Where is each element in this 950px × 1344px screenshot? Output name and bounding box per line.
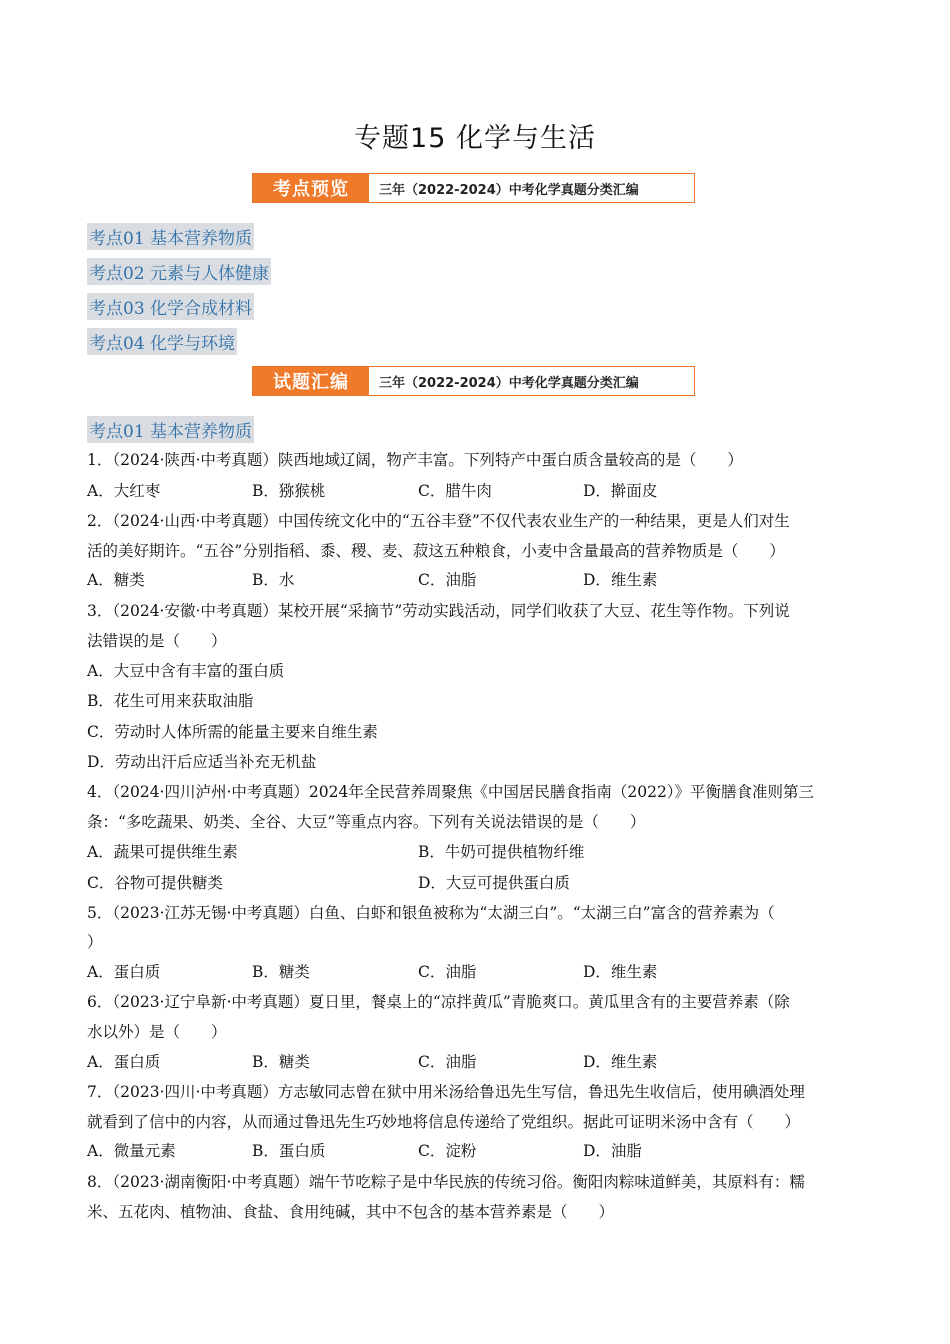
option-c: C．谷物可提供糖类 <box>87 874 223 892</box>
option-c: C．腊牛肉 <box>418 482 492 500</box>
question-3-stem-cont: 法错误的是（ ） <box>87 632 227 650</box>
option-b: B．水 <box>252 571 295 589</box>
question-6-stem: 6．（2023·辽宁阜新·中考真题）夏日里，餐桌上的“凉拌黄瓜”青脆爽口。黄瓜里含有的主要营养素（除 <box>87 993 790 1011</box>
option-d: D．维生素 <box>583 571 658 589</box>
option-c: C．油脂 <box>418 963 477 981</box>
option-b: B．牛奶可提供植物纤维 <box>418 843 585 861</box>
banner-text: 三年（2022-2024）中考化学真题分类汇编 <box>379 375 639 391</box>
option-a: A．糖类 <box>87 571 145 589</box>
option-d: D．维生素 <box>583 963 658 981</box>
banner-tag: 试题汇编 <box>253 367 369 395</box>
option-d: D．油脂 <box>583 1142 642 1160</box>
toc-link-2[interactable]: 考点02 元素与人体健康 <box>87 258 271 285</box>
option-a: A．大豆中含有丰富的蛋白质 <box>87 662 285 680</box>
option-a: A．大红枣 <box>87 482 161 500</box>
question-8-stem: 8．（2023·湖南衡阳·中考真题）端午节吃粽子是中华民族的传统习俗。衡阳肉粽味道鲜美，其原料有：糯 <box>87 1173 805 1191</box>
option-c: C．油脂 <box>418 1053 477 1071</box>
question-5-stem-cont: ） <box>87 933 103 951</box>
toc-link-4[interactable]: 考点04 化学与环境 <box>87 328 237 355</box>
question-7-stem: 7．（2023·四川·中考真题）方志敏同志曾在狱中用米汤给鲁迅先生写信，鲁迅先生收信后，使用碘酒处理 <box>87 1083 805 1101</box>
option-b: B．花生可用来获取油脂 <box>87 692 254 710</box>
option-a: A．蛋白质 <box>87 1053 161 1071</box>
question-2-stem-cont: 活的美好期许。“五谷”分别指稻、黍、稷、麦、菽这五种粮食，小麦中含量最高的营养物质是（ ） <box>87 542 785 560</box>
option-d: D．维生素 <box>583 1053 658 1071</box>
option-d: D．大豆可提供蛋白质 <box>418 874 570 892</box>
question-5-stem: 5．（2023·江苏无锡·中考真题）白鱼、白虾和银鱼被称为“太湖三白”。“太湖三白”富含的营养素为（ <box>87 904 775 922</box>
question-3-stem: 3．（2024·安徽·中考真题）某校开展“采摘节”劳动实践活动，同学们收获了大豆、花生等作物。下列说 <box>87 602 790 620</box>
banner-text: 三年（2022-2024）中考化学真题分类汇编 <box>379 182 639 198</box>
option-a: A．微量元素 <box>87 1142 176 1160</box>
question-6-stem-cont: 水以外）是（ ） <box>87 1023 227 1041</box>
option-d: D．劳动出汗后应适当补充无机盐 <box>87 753 317 771</box>
questions-banner <box>252 366 695 396</box>
option-b: B．糖类 <box>252 963 310 981</box>
question-8-stem-cont: 米、五花肉、植物油、食盐、食用纯碱，其中不包含的基本营养素是（ ） <box>87 1203 615 1221</box>
option-a: A．蛋白质 <box>87 963 161 981</box>
option-a: A．蔬果可提供维生素 <box>87 843 238 861</box>
option-c: C．油脂 <box>418 571 477 589</box>
preview-banner <box>252 173 695 203</box>
page-title: 专题15 化学与生活 <box>354 123 596 154</box>
question-2-stem: 2．（2024·山西·中考真题）中国传统文化中的“五谷丰登”不仅代表农业生产的一种结果，更是人们对生 <box>87 512 790 530</box>
option-c: C．劳动时人体所需的能量主要来自维生素 <box>87 723 378 741</box>
option-c: C．淀粉 <box>418 1142 477 1160</box>
section-heading: 考点01 基本营养物质 <box>87 416 254 443</box>
question-4-stem: 4．（2024·四川泸州·中考真题）2024年全民营养周聚焦《中国居民膳食指南（2022）》平衡膳食准则第三 <box>87 783 815 801</box>
toc-link-3[interactable]: 考点03 化学合成材料 <box>87 293 254 320</box>
option-b: B．猕猴桃 <box>252 482 326 500</box>
option-d: D．擀面皮 <box>583 482 658 500</box>
toc-link-1[interactable]: 考点01 基本营养物质 <box>87 223 254 250</box>
question-1-stem: 1．（2024·陕西·中考真题）陕西地域辽阔，物产丰富。下列特产中蛋白质含量较高的是（ ） <box>87 451 743 469</box>
question-4-stem-cont: 条：“多吃蔬果、奶类、全谷、大豆”等重点内容。下列有关说法错误的是（ ） <box>87 813 646 831</box>
option-b: B．蛋白质 <box>252 1142 326 1160</box>
option-b: B．糖类 <box>252 1053 310 1071</box>
question-7-stem-cont: 就看到了信中的内容，从而通过鲁迅先生巧妙地将信息传递给了党组织。据此可证明米汤中含有（ ） <box>87 1113 801 1131</box>
banner-tag: 考点预览 <box>253 174 369 202</box>
